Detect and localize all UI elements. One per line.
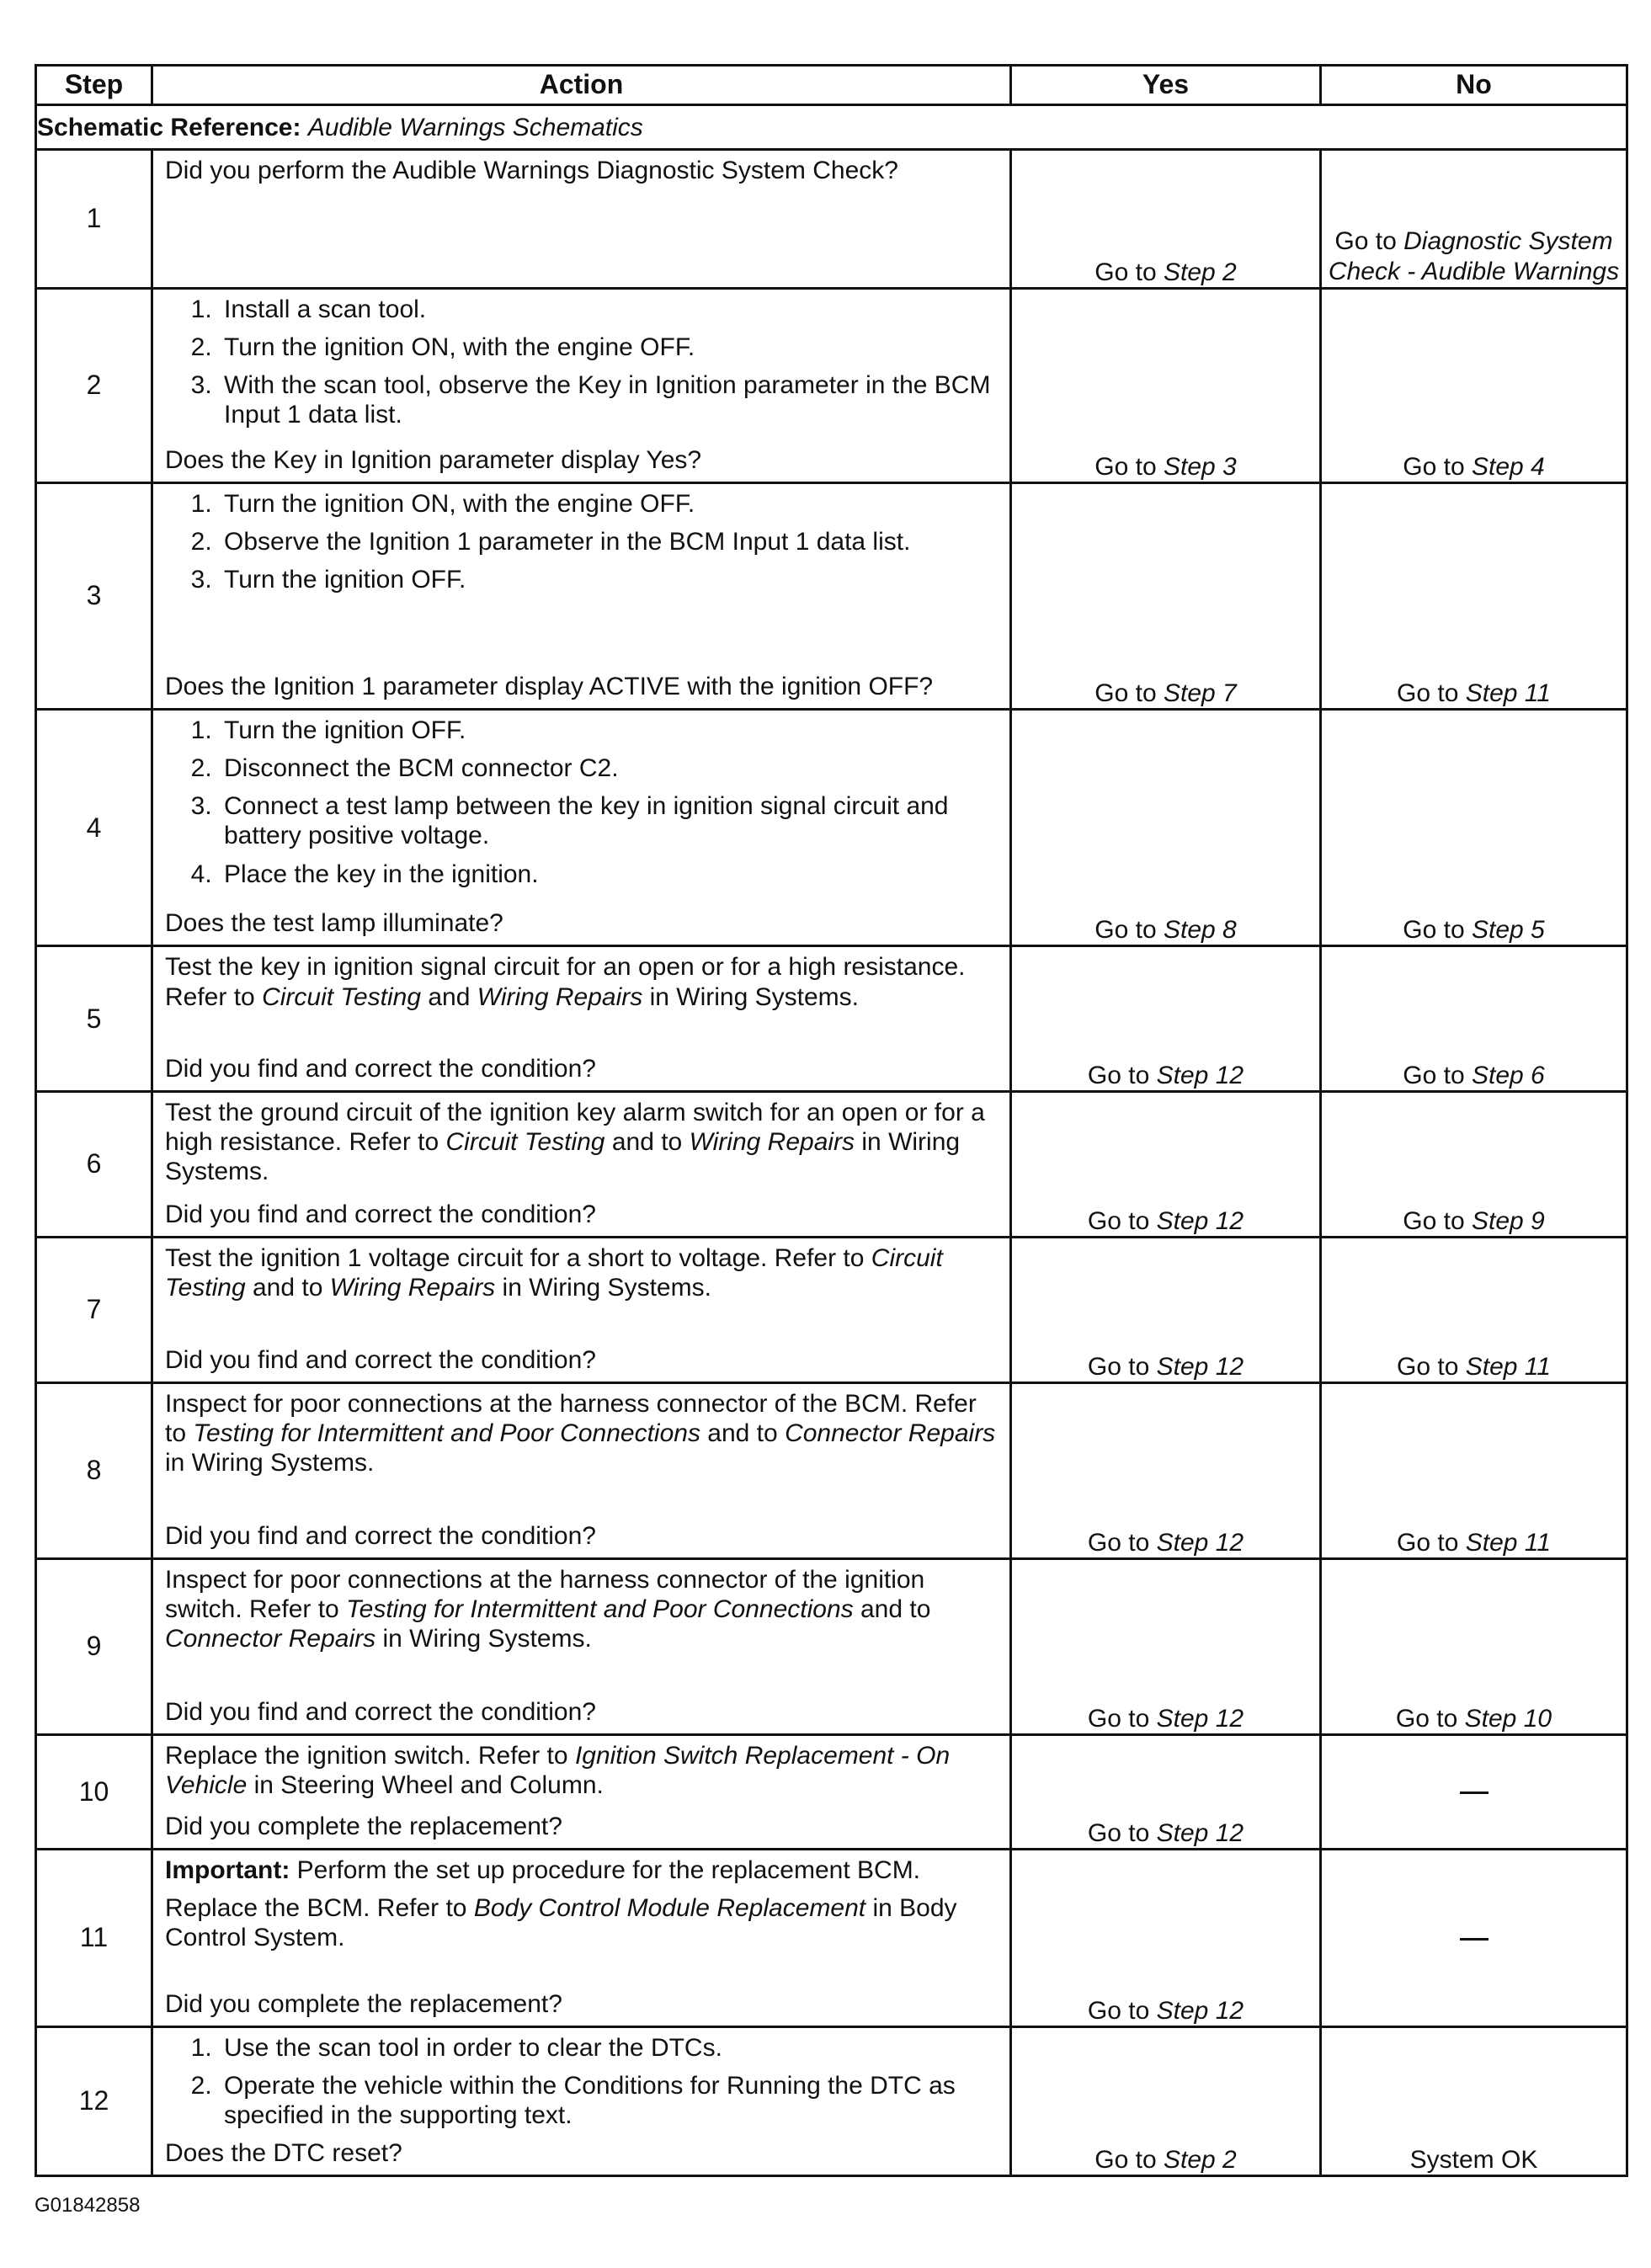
- yes-step-ref: Step 2: [1163, 2145, 1237, 2174]
- no-cell: [1321, 288, 1627, 482]
- header-no: No: [1321, 66, 1627, 105]
- reference-link: Testing for Intermittent and Poor Connections: [193, 1419, 700, 1447]
- reference-link: Wiring Repairs: [689, 1128, 855, 1157]
- action-question: Did you find and correct the condition?: [165, 1055, 596, 1083]
- step-number: 5: [36, 946, 152, 1092]
- yes-cell: [1011, 1850, 1321, 2027]
- diagnostic-table: [35, 64, 1628, 2177]
- yes-step-ref: Step 3: [1163, 452, 1237, 481]
- action-item: 1. Turn the ignition OFF.: [219, 716, 1001, 745]
- action-item: 1. Install a scan tool.: [219, 295, 1001, 324]
- action-cell: [152, 1382, 1011, 1558]
- header-action: Action: [152, 66, 1011, 105]
- reference-link: Wiring Repairs: [329, 1274, 496, 1302]
- action-list: [165, 716, 1001, 888]
- step-number: 1: [36, 150, 152, 289]
- no-prefix: Go to: [1403, 1062, 1465, 1090]
- yes-cell: [1011, 483, 1321, 710]
- yes-prefix: Go to: [1087, 1206, 1150, 1235]
- action-text: Inspect for poor connections at the harness connector of the BCM. Refer to: [165, 1389, 977, 1447]
- no-prefix: Go to: [1395, 1704, 1458, 1733]
- yes-step-ref: Step 2: [1163, 258, 1237, 286]
- action-item: 3. Turn the ignition OFF.: [219, 565, 1001, 594]
- action-cell: [152, 483, 1011, 710]
- yes-step-ref: Step 8: [1163, 916, 1237, 945]
- action-cell: [152, 150, 1011, 289]
- action-cell: [152, 946, 1011, 1092]
- schematic-reference-row: [36, 105, 1627, 150]
- yes-prefix: Go to: [1087, 1819, 1150, 1848]
- header-yes: Yes: [1011, 66, 1321, 105]
- reference-link: Circuit Testing: [445, 1128, 605, 1157]
- table-row: [36, 1850, 1627, 2027]
- action-text: and: [428, 982, 471, 1011]
- step-number: 7: [36, 1237, 152, 1382]
- no-step-ref: Step 10: [1464, 1704, 1552, 1733]
- no-cell: [1321, 1092, 1627, 1238]
- no-step-ref: Step 11: [1465, 1352, 1551, 1381]
- action-list: [165, 295, 1001, 429]
- action-cell: [152, 1850, 1011, 2027]
- no-prefix: Go to: [1334, 226, 1397, 255]
- yes-cell: [1011, 288, 1321, 482]
- yes-step-ref: Step 12: [1156, 1997, 1244, 2026]
- no-link-ref: Diagnostic System Check - Audible Warnings: [1328, 226, 1620, 285]
- yes-prefix: Go to: [1094, 452, 1157, 481]
- action-text: Replace the BCM. Refer to: [165, 1894, 467, 1923]
- action-text: Test the ignition 1 voltage circuit for a short to voltage. Refer to: [165, 1243, 865, 1272]
- action-item: 2. Operate the vehicle within the Conditions for Running the DTC as specified in the supporting text.: [219, 2071, 1001, 2130]
- action-item: 2. Observe the Ignition 1 parameter in the BCM Input 1 data list.: [219, 527, 1001, 556]
- yes-step-ref: Step 12: [1156, 1528, 1244, 1557]
- reference-link: Connector Repairs: [785, 1419, 996, 1447]
- action-text: in Body Control System.: [165, 1894, 957, 1952]
- action-cell: [152, 710, 1011, 946]
- action-item: 3. With the scan tool, observe the Key in Ignition parameter in the BCM Input 1 data list.: [219, 370, 1001, 429]
- no-cell: [1321, 1237, 1627, 1382]
- no-cell: [1321, 1850, 1627, 2027]
- action-text: in Wiring Systems.: [165, 1128, 961, 1186]
- action-item: 2. Disconnect the BCM connector C2.: [219, 753, 1001, 783]
- no-step-ref: Step 6: [1471, 1062, 1545, 1090]
- yes-cell: [1011, 1382, 1321, 1558]
- reference-link: Testing for Intermittent and Poor Connections: [346, 1595, 854, 1623]
- action-text: and to: [252, 1274, 323, 1302]
- table-row: [36, 1092, 1627, 1238]
- table-row: [36, 710, 1627, 946]
- step-number: 10: [36, 1734, 152, 1850]
- figure-id: G01842858: [35, 2194, 141, 2217]
- action-text: Did you perform the Audible Warnings Diagnostic System Check?: [165, 157, 898, 185]
- yes-step-ref: Step 12: [1156, 1206, 1244, 1235]
- no-cell: [1321, 1558, 1627, 1734]
- no-prefix: Go to: [1403, 452, 1465, 481]
- action-question: Does the DTC reset?: [165, 2138, 402, 2167]
- action-cell: [152, 2027, 1011, 2176]
- schematic-reference-label: Schematic Reference:: [37, 113, 301, 141]
- action-item: 2. Turn the ignition ON, with the engine OFF.: [219, 333, 1001, 362]
- no-cell: [1321, 710, 1627, 946]
- not-applicable-dash: [1460, 1938, 1489, 1941]
- reference-link: Circuit Testing: [262, 982, 422, 1011]
- yes-cell: [1011, 1734, 1321, 1850]
- yes-step-ref: Step 7: [1163, 679, 1237, 708]
- yes-step-ref: Step 12: [1156, 1352, 1244, 1381]
- no-prefix: Go to: [1397, 1352, 1459, 1381]
- yes-cell: [1011, 1237, 1321, 1382]
- schematic-reference-value: Audible Warnings Schematics: [307, 113, 643, 141]
- yes-cell: [1011, 1092, 1321, 1238]
- no-step-ref: Step 4: [1471, 452, 1545, 481]
- important-text: Perform the set up procedure for the replacement BCM.: [296, 1856, 921, 1885]
- no-step-ref: Step 11: [1465, 1528, 1551, 1557]
- yes-cell: [1011, 2027, 1321, 2176]
- action-text: and to: [707, 1419, 778, 1447]
- action-question: Did you find and correct the condition?: [165, 1200, 596, 1228]
- no-cell: [1321, 1382, 1627, 1558]
- table-row: [36, 1382, 1627, 1558]
- step-number: 9: [36, 1558, 152, 1734]
- action-cell: [152, 1734, 1011, 1850]
- yes-cell: [1011, 150, 1321, 289]
- reference-link: Wiring Repairs: [477, 982, 643, 1011]
- yes-step-ref: Step 12: [1156, 1704, 1244, 1733]
- no-cell: [1321, 946, 1627, 1092]
- no-prefix: Go to: [1397, 1528, 1459, 1557]
- table-row: [36, 1237, 1627, 1382]
- yes-cell: [1011, 710, 1321, 946]
- no-cell: [1321, 1734, 1627, 1850]
- yes-prefix: Go to: [1087, 1997, 1150, 2026]
- action-text: Replace the ignition switch. Refer to: [165, 1741, 568, 1770]
- step-number: 4: [36, 710, 152, 946]
- step-number: 8: [36, 1382, 152, 1558]
- step-number: 3: [36, 483, 152, 710]
- action-question: Did you find and correct the condition?: [165, 1345, 596, 1374]
- important-label: Important:: [165, 1856, 290, 1885]
- no-cell: [1321, 150, 1627, 289]
- action-question: Does the Ignition 1 parameter display ACTIVE with the ignition OFF?: [165, 673, 934, 701]
- action-question: Did you complete the replacement?: [165, 1990, 562, 2019]
- action-question: Did you complete the replacement?: [165, 1813, 562, 1841]
- table-row: [36, 2027, 1627, 2176]
- table-row: [36, 483, 1627, 710]
- action-question: Does the test lamp illuminate?: [165, 909, 503, 938]
- action-list: [165, 489, 1001, 594]
- action-item: 1. Turn the ignition ON, with the engine OFF.: [219, 489, 1001, 519]
- header-step: Step: [36, 66, 152, 105]
- reference-link: Connector Repairs: [165, 1624, 376, 1653]
- yes-cell: [1011, 1558, 1321, 1734]
- no-cell: [1321, 483, 1627, 710]
- table-row: [36, 150, 1627, 289]
- yes-prefix: Go to: [1094, 679, 1157, 708]
- action-item: 4. Place the key in the ignition.: [219, 860, 1001, 889]
- action-text: and to: [860, 1595, 931, 1623]
- schematic-reference: [36, 105, 1627, 150]
- no-result: System OK: [1409, 2145, 1538, 2174]
- step-number: 12: [36, 2027, 152, 2176]
- yes-step-ref: Step 12: [1156, 1062, 1244, 1090]
- action-item: 3. Connect a test lamp between the key in ignition signal circuit and battery positive voltage.: [219, 791, 1001, 850]
- table-row: [36, 288, 1627, 482]
- not-applicable-dash: [1460, 1792, 1489, 1794]
- yes-prefix: Go to: [1087, 1062, 1150, 1090]
- table-row: [36, 1558, 1627, 1734]
- action-cell: [152, 288, 1011, 482]
- reference-link: Body Control Module Replacement: [473, 1894, 866, 1923]
- action-cell: [152, 1237, 1011, 1382]
- action-cell: [152, 1558, 1011, 1734]
- action-text: Test the key in ignition signal circuit for an open or for a high resistance. Refer to: [165, 953, 966, 1011]
- yes-prefix: Go to: [1087, 1704, 1150, 1733]
- no-step-ref: Step 11: [1465, 679, 1551, 708]
- yes-step-ref: Step 12: [1156, 1819, 1244, 1848]
- action-text: Inspect for poor connections at the harness connector of the ignition switch. Refer to: [165, 1565, 925, 1623]
- yes-prefix: Go to: [1094, 2145, 1157, 2174]
- table-row: [36, 1734, 1627, 1850]
- header-row: [36, 66, 1627, 105]
- step-number: 2: [36, 288, 152, 482]
- no-step-ref: Step 9: [1471, 1206, 1545, 1235]
- action-cell: [152, 1092, 1011, 1238]
- action-item: 1. Use the scan tool in order to clear the DTCs.: [219, 2033, 1001, 2063]
- action-text: in Wiring Systems.: [382, 1624, 592, 1653]
- action-text: in Wiring Systems.: [502, 1274, 711, 1302]
- reference-link: Ignition Switch Replacement - On Vehicle: [165, 1741, 951, 1799]
- action-text: in Steering Wheel and Column.: [253, 1770, 604, 1799]
- action-text: Test the ground circuit of the ignition key alarm switch for an open or for a high resistance. Refer to: [165, 1099, 985, 1157]
- action-question: Did you find and correct the condition?: [165, 1697, 596, 1726]
- action-question: Did you find and correct the condition?: [165, 1521, 596, 1550]
- action-text: in Wiring Systems.: [165, 1448, 375, 1477]
- important-note: [165, 1855, 1001, 1885]
- reference-link: Circuit Testing: [165, 1243, 943, 1302]
- yes-prefix: Go to: [1094, 258, 1157, 286]
- no-prefix: Go to: [1403, 1206, 1465, 1235]
- action-question: Does the Key in Ignition parameter display Yes?: [165, 445, 702, 474]
- yes-cell: [1011, 946, 1321, 1092]
- step-number: 6: [36, 1092, 152, 1238]
- no-prefix: Go to: [1403, 916, 1465, 945]
- no-cell: [1321, 2027, 1627, 2176]
- no-step-ref: Step 5: [1471, 916, 1545, 945]
- table-row: [36, 946, 1627, 1092]
- action-text: and to: [611, 1128, 683, 1157]
- no-prefix: Go to: [1397, 679, 1459, 708]
- yes-prefix: Go to: [1087, 1352, 1150, 1381]
- action-list: [165, 2033, 1001, 2130]
- yes-prefix: Go to: [1094, 916, 1157, 945]
- step-number: 11: [36, 1850, 152, 2027]
- yes-prefix: Go to: [1087, 1528, 1150, 1557]
- action-text: in Wiring Systems.: [649, 982, 859, 1011]
